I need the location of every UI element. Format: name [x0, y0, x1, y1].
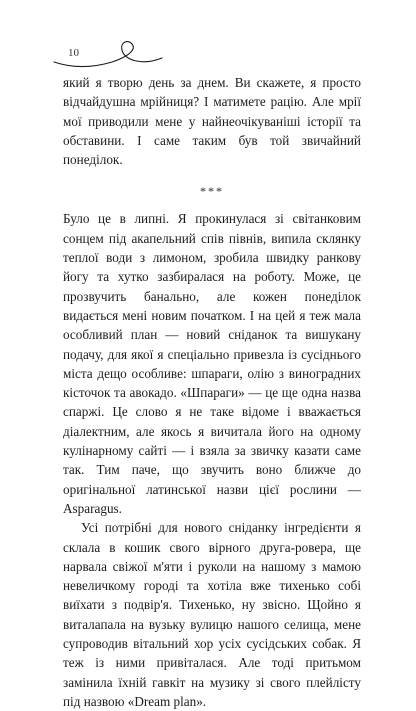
paragraph-1: який я творю день за днем. Ви скажете, я просто відчайдушна мрійниця? І матимете рацію. Але мрії мої приводили мене у найнеочікуваніші історії та обставини. І саме таким був той звичайний понеділок.: [63, 75, 361, 168]
paragraph-3: Усі потрібні для нового сніданку інгредієнти я склала в кошик свого вірного друга-ровера, ще нарвала свіжої м'яти і руколи на нашому з мамою невеличкому городі та хотіла вже тихенько собі виїхати з подвір'я. Тихенько, ну звісно. Щойно я виталапала на вузьку вулицю нашого селища, мене супроводив вітальний хор усіх сусідських собак. Я теж із ними привіталася. Але тоді притьмом замінила їхній гавкіт на музику зі свого плейлісту під назвою «Dream plan».: [63, 520, 361, 709]
calligraphic-flourish-icon: [52, 38, 172, 74]
page-number: 10: [68, 47, 79, 59]
body-text: [63, 73, 361, 711]
paragraph-2: Було це в липні. Я прокинулася зі світанковим сонцем під акапельний спів півнів, випила склянку теплої води з лимоном, зробила швидку ранкову йогу та хутко зазбиралася на роботу. Може, це прозвучить банально, але кожен понеділок видається мені новим початком. І на цей я теж мала особливий план — новий сніданок та вишукану подачу, для якої я спеціально привезла із сусіднього міста дещо особливе: шпараги, олію з виноградних кісточок та авокадо. «Шпараги» — це ще одна назва спаржі. Це слово я не таке відоме і вважається діалектним, але якось я вичитала його на одному кулінарному сайті — і взяла за звичку казати саме так. Тим паче, що звучить воно ближче до оригінальної латинської назви цієї рослини — Asparagus.: [63, 211, 361, 516]
section-separator: ***: [200, 184, 224, 199]
